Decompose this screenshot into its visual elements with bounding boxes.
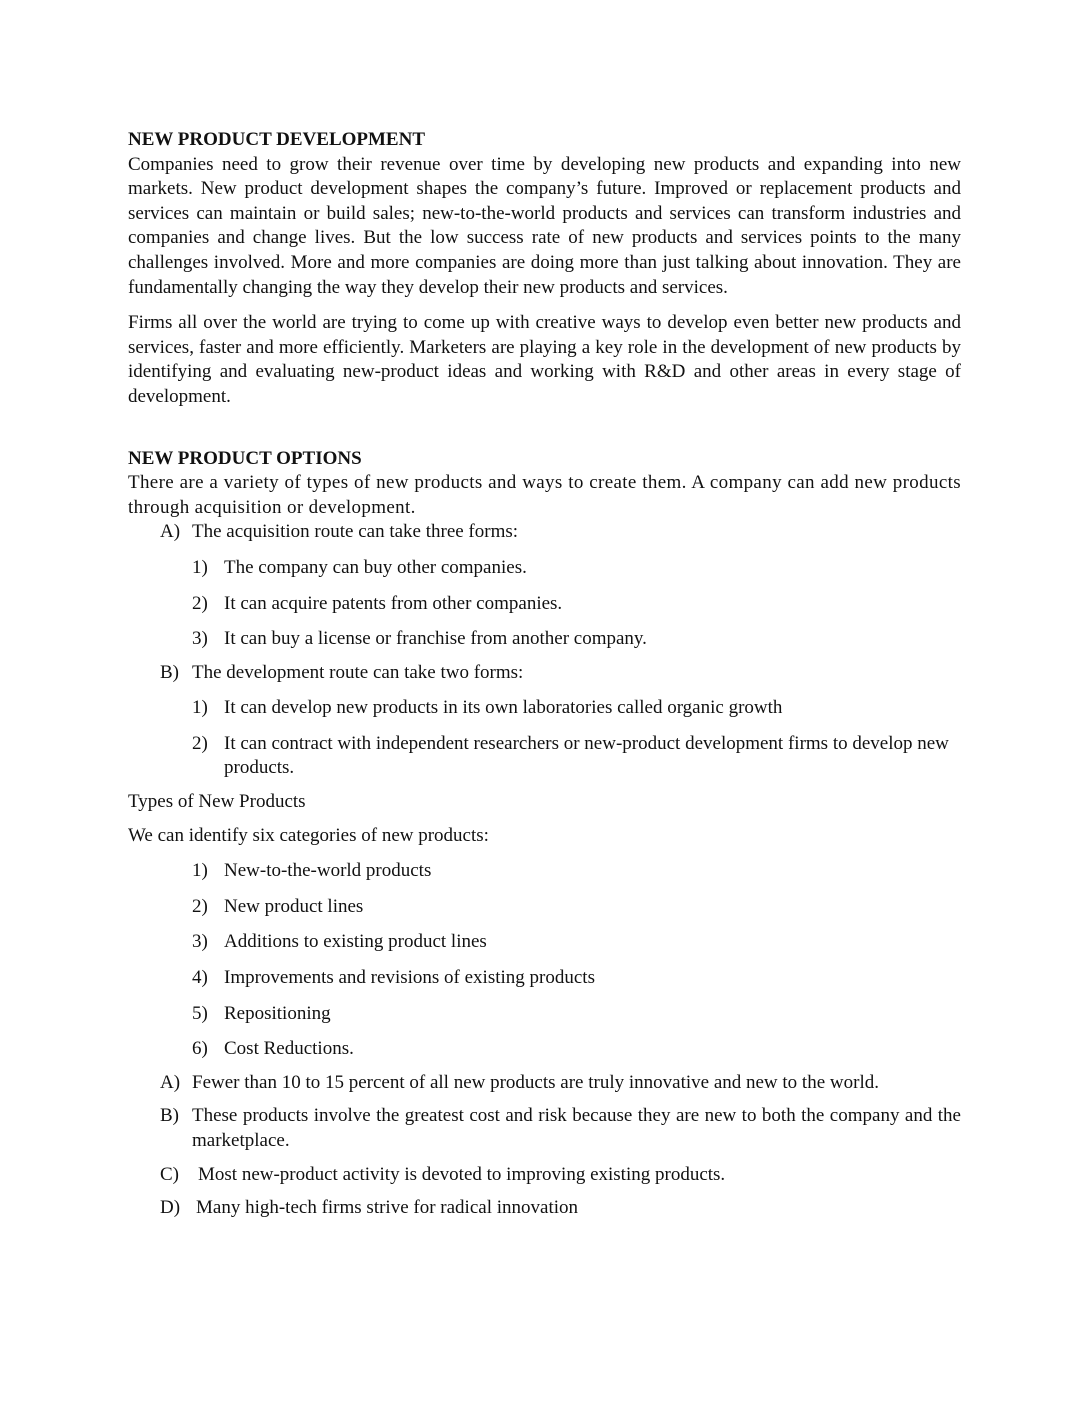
list-marker: A): [160, 521, 181, 543]
types-of-new-products-label: Types of New Products: [128, 791, 306, 813]
list-item-text: Many high-tech firms strive for radical innovation: [196, 1197, 579, 1219]
categories-intro: We can identify six categories of new products:: [128, 824, 489, 846]
list-marker: B): [160, 661, 179, 683]
list-item-development-route: [128, 661, 961, 686]
list-item-text: The acquisition route can take three forms:: [192, 521, 519, 543]
list-marker: 3): [192, 931, 208, 953]
list-item-text: These products involve the greatest cost and risk because they are new to both the company and the marketplace.: [192, 1105, 961, 1151]
paragraph-options-intro: There are a variety of types of new products and ways to create them. A company can add new products through acquisition or development.: [128, 472, 961, 518]
list-marker: 1): [192, 860, 208, 882]
list-item-text: Additions to existing product lines: [224, 931, 487, 953]
list-marker: 4): [192, 967, 208, 989]
paragraph-creative-ways: Firms all over the world are trying to come up with creative ways to develop even better new products and services, faster and more efficiently. Marketers are playing a key role in the development of new products by identifying and evaluating new-product ideas and working with R&D and other areas in every stage of development.: [128, 312, 961, 407]
list-item-text: It can buy a license or franchise from another company.: [224, 628, 647, 650]
list-item-text: Improvements and revisions of existing products: [224, 967, 595, 989]
list-marker: 2): [192, 592, 208, 614]
list-item: [128, 592, 961, 617]
list-item: [128, 696, 961, 721]
list-marker: B): [160, 1105, 179, 1127]
list-marker: 2): [192, 895, 208, 917]
list-item: [128, 1002, 961, 1027]
list-item-acquisition-route: [128, 520, 961, 545]
list-marker: A): [160, 1071, 181, 1093]
section-heading-new-product-development: NEW PRODUCT DEVELOPMENT: [128, 129, 425, 150]
list-marker: 1): [192, 556, 208, 578]
list-marker: D): [160, 1197, 181, 1219]
list-item-text: It can acquire patents from other companies.: [224, 592, 563, 614]
list-item-text: New product lines: [224, 895, 364, 917]
list-item: [128, 1104, 961, 1153]
list-item: [128, 1196, 961, 1221]
list-item-text: It can contract with independent researchers or new-product development firms to develop new products.: [224, 732, 949, 779]
list-item: [128, 732, 961, 781]
list-marker: 5): [192, 1002, 208, 1024]
list-item-text: It can develop new products in its own laboratories called organic growth: [224, 697, 783, 719]
list-item: [128, 627, 961, 652]
list-item: [128, 1071, 961, 1096]
list-item-text: Cost Reductions.: [224, 1038, 354, 1060]
list-marker: 3): [192, 628, 208, 650]
section-heading-new-product-options: NEW PRODUCT OPTIONS: [128, 447, 362, 469]
list-marker: C): [160, 1163, 179, 1185]
list-item-text: Most new-product activity is devoted to improving existing products.: [198, 1163, 726, 1185]
list-item-text: Repositioning: [224, 1002, 331, 1024]
list-marker: 6): [192, 1038, 208, 1060]
list-item: [128, 895, 961, 920]
list-item: [128, 1037, 961, 1062]
list-marker: 2): [192, 732, 208, 754]
list-item: [128, 930, 961, 955]
paragraph-revenue-growth: Companies need to grow their revenue over time by developing new products and expanding into new markets. New product development shapes the company’s future. Improved or replacement products and services can maintain or build sales; new-to-the-world products and services can transform industries and companies and change lives. But the low success rate of new products and services points to the many challenges involved. More and more companies are doing more than just talking about innovation. They are fundamentally changing the way they develop their new products and services.: [128, 153, 961, 298]
list-item-text: Fewer than 10 to 15 percent of all new products are truly innovative and new to the world.: [192, 1071, 879, 1093]
list-item: [128, 556, 961, 581]
list-item-text: The company can buy other companies.: [224, 556, 527, 578]
list-item: [128, 859, 961, 884]
list-marker: 1): [192, 697, 208, 719]
list-item-text: New-to-the-world products: [224, 860, 432, 882]
list-item: [128, 1163, 961, 1188]
list-item-text: The development route can take two forms:: [192, 661, 524, 683]
list-item: [128, 966, 961, 991]
document-page: [128, 128, 961, 1221]
